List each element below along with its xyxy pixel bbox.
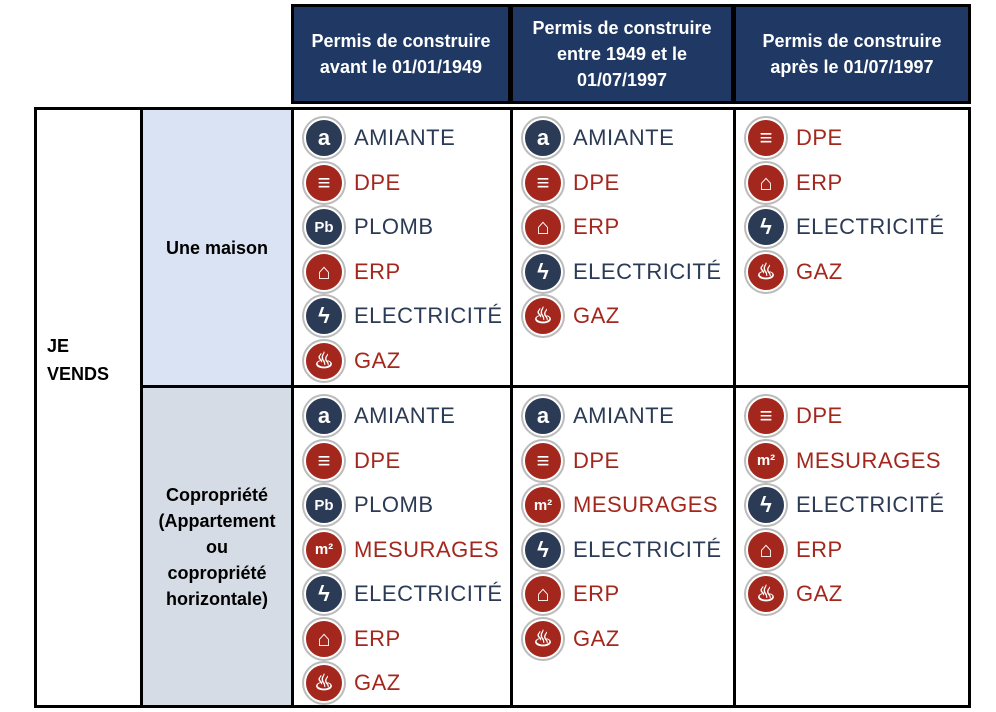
diagnostic-label: DPE xyxy=(354,169,401,195)
header-col-1949-1997 xyxy=(510,4,734,104)
gas-flame-icon: ♨ xyxy=(304,341,344,381)
diagnostic-item xyxy=(523,574,620,614)
diagnostic-item xyxy=(304,619,401,659)
erp-icon: ⌂ xyxy=(304,619,344,659)
row-label-copropriete xyxy=(140,385,294,708)
mesurages-icon: m² xyxy=(746,441,786,481)
diagnostic-item xyxy=(304,252,401,292)
diagnostic-label: ELECTRICITÉ xyxy=(796,214,945,239)
diagnostic-label: MESURAGES xyxy=(354,536,500,562)
diagnostic-label: ELECTRICITÉ xyxy=(796,492,945,517)
diagnostic-label: ERP xyxy=(796,536,843,562)
cell-maison-before-1949 xyxy=(291,107,513,388)
diagnostic-label: GAZ xyxy=(796,581,843,606)
amiante-icon: a xyxy=(523,118,563,158)
row-label-line: (Appartement xyxy=(158,510,276,531)
diagnostic-item xyxy=(523,296,620,336)
diagnostic-label: GAZ xyxy=(354,670,401,695)
je-vends-line: JE xyxy=(47,336,70,356)
gas-flame-icon: ♨ xyxy=(523,296,563,336)
header-line: après le 01/07/1997 xyxy=(770,57,934,77)
mesurages-icon: m² xyxy=(304,530,344,570)
diagnostic-label: MESURAGES xyxy=(573,492,719,517)
row-label-line: Une maison xyxy=(165,237,269,258)
row-label-line: copropriété xyxy=(167,562,267,583)
diagnostic-label: ELECTRICITÉ xyxy=(354,303,503,328)
diagnostic-label: ERP xyxy=(796,169,843,195)
electricity-icon: ϟ xyxy=(523,252,563,292)
diagnostic-item xyxy=(304,485,434,525)
amiante-icon: a xyxy=(304,118,344,158)
diagnostic-label: GAZ xyxy=(573,625,620,651)
diagnostic-item xyxy=(746,252,843,292)
electricity-icon: ϟ xyxy=(523,530,563,570)
diagnostic-label: GAZ xyxy=(354,347,401,373)
header-line: avant le 01/01/1949 xyxy=(319,57,483,77)
diagnostic-item xyxy=(746,530,843,570)
diagnostic-label: ERP xyxy=(354,258,401,284)
diagnostic-item xyxy=(523,619,620,659)
diagnostic-label: AMIANTE xyxy=(354,125,456,150)
cell-maison-1949-1997 xyxy=(510,107,736,388)
diagnostic-item xyxy=(304,163,401,203)
diagnostic-label: ERP xyxy=(573,581,620,606)
diagnostic-label: ELECTRICITÉ xyxy=(354,581,503,606)
diagnostic-label: DPE xyxy=(573,447,620,473)
diagnostic-item xyxy=(304,207,434,247)
row-label-line: Copropriété xyxy=(165,484,268,505)
erp-icon: ⌂ xyxy=(746,163,786,203)
diagnostic-item xyxy=(523,252,722,292)
diagnostic-label: DPE xyxy=(796,125,843,150)
diagnostic-item xyxy=(523,207,620,247)
gas-flame-icon: ♨ xyxy=(746,574,786,614)
diagnostic-item xyxy=(523,118,674,158)
diagnostic-item xyxy=(304,441,401,481)
electricity-icon: ϟ xyxy=(746,207,786,247)
dpe-icon: ≡ xyxy=(746,396,786,436)
cell-maison-after-1997 xyxy=(733,107,971,388)
diagnostic-item xyxy=(746,574,843,614)
dpe-icon: ≡ xyxy=(304,163,344,203)
header-line: entre 1949 et le xyxy=(556,44,688,64)
diagnostic-label: ELECTRICITÉ xyxy=(573,258,722,284)
header-line: Permis de construire xyxy=(762,31,942,51)
dpe-icon: ≡ xyxy=(746,118,786,158)
diagnostic-item xyxy=(746,485,945,525)
diagnostic-label: AMIANTE xyxy=(573,125,675,150)
diagnostic-item xyxy=(304,663,401,703)
plomb-icon: Pb xyxy=(304,485,344,525)
diagnostic-label: DPE xyxy=(354,447,401,473)
electricity-icon: ϟ xyxy=(304,574,344,614)
dpe-icon: ≡ xyxy=(523,163,563,203)
header-line: Permis de construire xyxy=(311,31,491,51)
erp-icon: ⌂ xyxy=(523,207,563,247)
diagnostic-item xyxy=(523,485,718,525)
diagnostic-label: GAZ xyxy=(796,258,843,284)
diagnostic-label: MESURAGES xyxy=(796,447,942,473)
erp-icon: ⌂ xyxy=(523,574,563,614)
diagnostic-item xyxy=(304,118,455,158)
diagnostic-item xyxy=(746,163,843,203)
diagnostic-label: ERP xyxy=(354,625,401,651)
header-col-after-1997 xyxy=(733,4,971,104)
row-label-maison xyxy=(140,107,294,388)
diagnostic-item xyxy=(304,296,503,336)
diagnostic-item xyxy=(746,118,843,158)
diagnostic-label: GAZ xyxy=(573,303,620,328)
diagnostic-label: PLOMB xyxy=(354,214,434,239)
dpe-icon: ≡ xyxy=(523,441,563,481)
erp-icon: ⌂ xyxy=(304,252,344,292)
diagnostic-item xyxy=(304,530,499,570)
diagnostic-item xyxy=(523,396,674,436)
header-line: 01/07/1997 xyxy=(576,70,668,90)
cell-copro-after-1997 xyxy=(733,385,971,708)
diagnostic-item xyxy=(746,396,843,436)
gas-flame-icon: ♨ xyxy=(304,663,344,703)
diagnostic-item xyxy=(746,207,945,247)
diagnostic-item xyxy=(304,396,455,436)
diagnostic-item xyxy=(523,530,722,570)
diagnostic-item xyxy=(523,163,620,203)
row-label-line: ou xyxy=(205,536,228,557)
diagnostic-item xyxy=(523,441,620,481)
dpe-icon: ≡ xyxy=(304,441,344,481)
diagnostic-label: ELECTRICITÉ xyxy=(573,536,722,562)
cell-copro-1949-1997 xyxy=(510,385,736,708)
diagnostic-label: DPE xyxy=(796,403,843,428)
plomb-icon: Pb xyxy=(304,207,344,247)
diagnostic-label: AMIANTE xyxy=(573,403,675,428)
amiante-icon: a xyxy=(304,396,344,436)
cell-copro-before-1949 xyxy=(291,385,513,708)
diagnostic-item xyxy=(304,574,503,614)
electricity-icon: ϟ xyxy=(304,296,344,336)
header-line: Permis de construire xyxy=(532,18,712,38)
row-label-line: horizontale) xyxy=(165,588,268,609)
diagnostic-label: DPE xyxy=(573,169,620,195)
erp-icon: ⌂ xyxy=(746,530,786,570)
diagnostic-label: PLOMB xyxy=(354,492,434,517)
diagnostic-item xyxy=(746,441,941,481)
gas-flame-icon: ♨ xyxy=(523,619,563,659)
gas-flame-icon: ♨ xyxy=(746,252,786,292)
amiante-icon: a xyxy=(523,396,563,436)
je-vends-label-cell xyxy=(34,107,143,708)
diagnostic-label: AMIANTE xyxy=(354,403,456,428)
electricity-icon: ϟ xyxy=(746,485,786,525)
je-vends-line: VENDS xyxy=(47,364,110,384)
header-col-before-1949 xyxy=(291,4,511,104)
diagnostic-label: ERP xyxy=(573,214,620,239)
diagnostic-item xyxy=(304,341,401,381)
mesurages-icon: m² xyxy=(523,485,563,525)
